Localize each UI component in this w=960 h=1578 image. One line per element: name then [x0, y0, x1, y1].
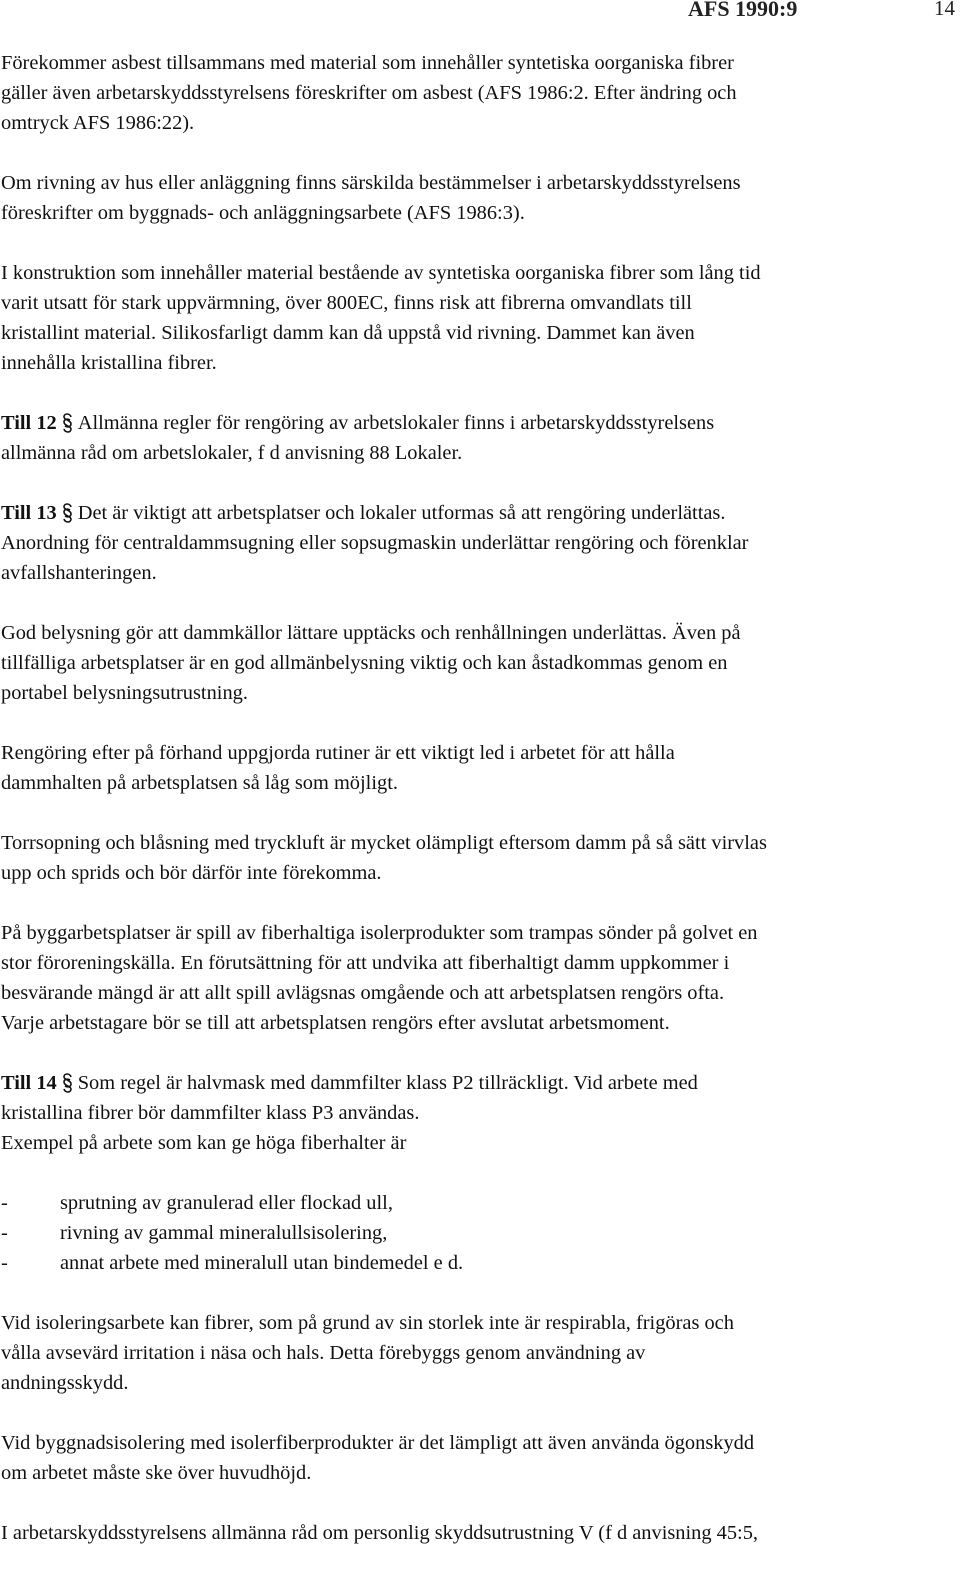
paragraph-asbest	[1, 48, 956, 138]
text-line: Vid isoleringsarbete kan fibrer, som på grund av sin storlek inte är respirabla, frigöras och	[1, 1312, 734, 1334]
section-sign-icon	[60, 1068, 75, 1098]
text-line: omtryck AFS 1986:22).	[1, 112, 195, 134]
text-line: dammhalten på arbetsplatsen så låg som möjligt.	[1, 772, 398, 794]
text-line: Varje arbetstagare bör se till att arbetsplatsen rengörs efter avslutat arbetsmoment.	[1, 1012, 670, 1034]
text-line: allmänna råd om arbetslokaler, f d anvisning 88 Lokaler.	[1, 442, 463, 464]
text-line: Anordning för centraldammsugning eller sopsugmaskin underlättar rengöring och förenklar	[1, 532, 749, 554]
text-line: upp och sprids och bör därför inte förekomma.	[1, 862, 382, 884]
list-item-text: sprutning av granulerad eller flockad ull,	[60, 1192, 393, 1214]
text-line: gäller även arbetarskyddsstyrelsens föreskrifter om asbest (AFS 1986:2. Efter ändring och	[1, 82, 737, 104]
text-line-body: Allmänna regler för rengöring av arbetslokaler finns i arbetarskyddsstyrelsens	[77, 412, 715, 434]
text-line: andningsskydd.	[1, 1372, 129, 1394]
text-line	[1, 408, 956, 438]
list-item	[1, 1248, 956, 1278]
text-line: Exempel på arbete som kan ge höga fiberhalter är	[1, 1132, 407, 1154]
section-reference: Till 14	[1, 1072, 57, 1094]
section-sign-icon	[60, 408, 75, 438]
paragraph-belysning	[1, 618, 956, 708]
section-reference: Till 12	[1, 412, 57, 434]
text-line-body: Som regel är halvmask med dammfilter klass P2 tillräckligt. Vid arbete med	[77, 1072, 698, 1094]
section-reference: Till 13	[1, 502, 57, 524]
text-line: vålla avsevärd irritation i näsa och hals. Detta förebyggs genom användning av	[1, 1342, 646, 1364]
document-body	[1, 48, 956, 1578]
fiber-work-list	[1, 1188, 956, 1278]
spacer	[1, 1158, 956, 1188]
page-number: 14	[934, 0, 955, 20]
paragraph-byggnadsisolering	[1, 1428, 956, 1488]
paragraph-skyddsutrustning	[1, 1518, 956, 1548]
text-line: God belysning gör att dammkällor lättare upptäcks och renhållningen underlättas. Även på	[1, 622, 741, 644]
list-item-text: rivning av gammal mineralullsisolering,	[60, 1222, 388, 1244]
text-line: På byggarbetsplatser är spill av fiberhaltiga isolerprodukter som trampas sönder på golvet en	[1, 922, 758, 944]
text-line: Rengöring efter på förhand uppgjorda rutiner är ett viktigt led i arbetet för att hålla	[1, 742, 675, 764]
text-line: Om rivning av hus eller anläggning finns särskilda bestämmelser i arbetarskyddsstyrelsens	[1, 172, 741, 194]
text-line	[1, 1068, 956, 1098]
paragraph-till-12	[1, 408, 956, 468]
list-marker: -	[1, 1222, 8, 1244]
text-line: I konstruktion som innehåller material bestående av syntetiska oorganiska fibrer som lång tid	[1, 262, 761, 284]
text-line: avfallshanteringen.	[1, 562, 157, 584]
text-line: I arbetarskyddsstyrelsens allmänna råd om personlig skyddsutrustning V (f d anvisning 45:5,	[1, 1522, 758, 1544]
paragraph-till-13	[1, 498, 956, 588]
text-line: föreskrifter om byggnads- och anläggningsarbete (AFS 1986:3).	[1, 202, 525, 224]
text-line: Torrsopning och blåsning med tryckluft är mycket olämpligt eftersom damm på så sätt virvlas	[1, 832, 767, 854]
list-item-text: annat arbete med mineralull utan bindemedel e d.	[60, 1252, 464, 1274]
text-line: portabel belysningsutrustning.	[1, 682, 248, 704]
paragraph-till-14	[1, 1068, 956, 1158]
document-code: AFS 1990:9	[688, 0, 798, 21]
text-line	[1, 498, 956, 528]
paragraph-byggarbetsplatser	[1, 918, 956, 1038]
text-line: varit utsatt för stark uppvärmning, över 800EC, finns risk att fibrerna omvandlats till	[1, 292, 692, 314]
list-item	[1, 1218, 956, 1248]
list-marker: -	[1, 1252, 8, 1274]
text-line: tillfälliga arbetsplatser är en god allmänbelysning viktig och kan åstadkommas genom en	[1, 652, 728, 674]
text-line: kristallint material. Silikosfarligt damm kan då uppstå vid rivning. Dammet kan även	[1, 322, 695, 344]
list-item	[1, 1188, 956, 1218]
paragraph-rivning	[1, 168, 956, 228]
text-line: Förekommer asbest tillsammans med material som innehåller syntetiska oorganiska fibrer	[1, 52, 734, 74]
text-line: kristallina fibrer bör dammfilter klass P3 användas.	[1, 1102, 420, 1124]
text-line: innehålla kristallina fibrer.	[1, 352, 217, 374]
paragraph-torrsopning	[1, 828, 956, 888]
paragraph-konstruktion	[1, 258, 956, 378]
text-line: Vid byggnadsisolering med isolerfiberprodukter är det lämpligt att även använda ögonskydd	[1, 1432, 755, 1454]
text-line: om arbetet måste ske över huvudhöjd.	[1, 1462, 312, 1484]
paragraph-isoleringsarbete	[1, 1308, 956, 1398]
section-sign-icon	[60, 498, 75, 528]
text-line: besvärande mängd är att allt spill avlägsnas omgående och att arbetsplatsen rengörs ofta.	[1, 982, 725, 1004]
text-line: stor föroreningskälla. En förutsättning för att undvika att fiberhaltigt damm uppkommer i	[1, 952, 730, 974]
paragraph-rengoring	[1, 738, 956, 798]
text-line-body: Det är viktigt att arbetsplatser och lokaler utformas så att rengöring underlättas.	[77, 502, 726, 524]
list-marker: -	[1, 1192, 8, 1214]
